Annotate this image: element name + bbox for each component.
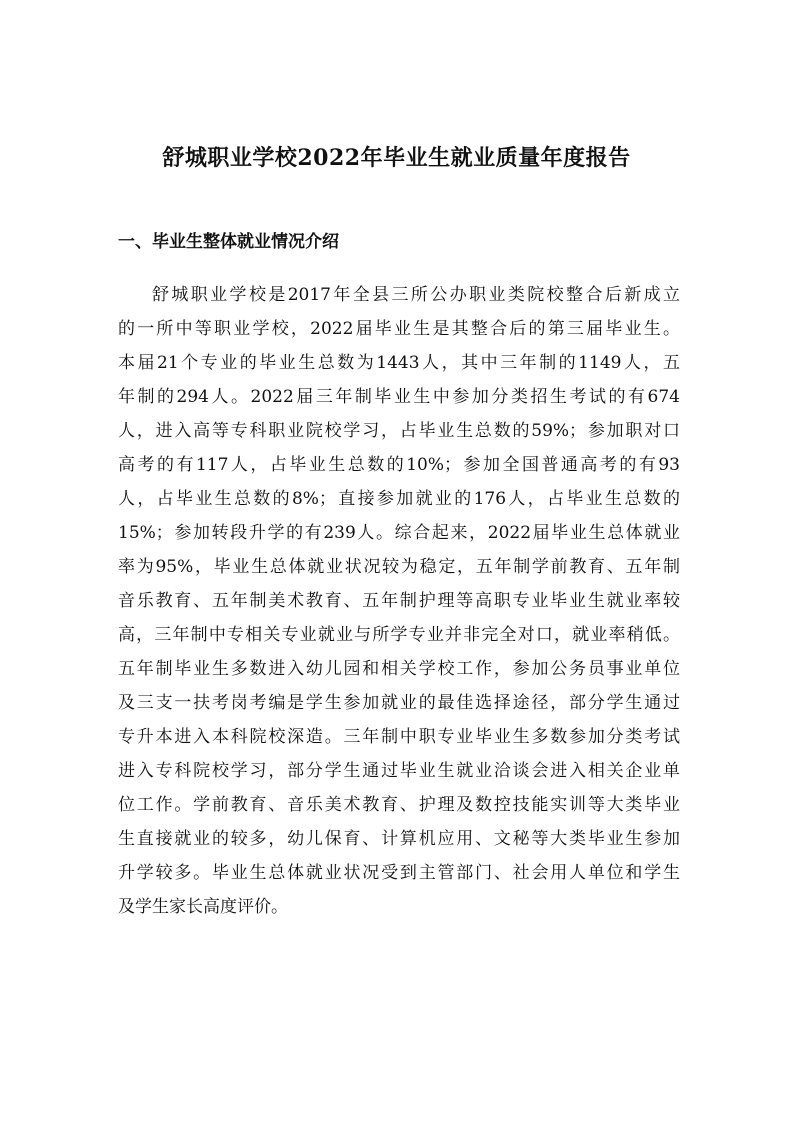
section-heading: 一、毕业生整体就业情况介绍	[118, 232, 339, 252]
paragraph-line: 进入专科院校学习，部分学生通过毕业生就业洽谈会进入相关企业单	[118, 761, 680, 781]
paragraph-line: 人，占毕业生总数的8%；直接参加就业的176人，占毕业生总数的	[118, 489, 680, 509]
paragraph-line: 五年制毕业生多数进入幼儿园和相关学校工作，参加公务员事业单位	[118, 659, 680, 679]
paragraph-line: 音乐教育、五年制美术教育、五年制护理等高职专业毕业生就业率较	[118, 591, 680, 611]
paragraph-line: 15%；参加转段升学的有239人。综合起来，2022届毕业生总体就业	[118, 523, 680, 543]
paragraph-line: 及三支一扶考岗考编是学生参加就业的最佳选择途径，部分学生通过	[118, 693, 680, 713]
paragraph-line: 及学生家长高度评价。	[118, 897, 288, 917]
paragraph-line: 年制的294人。2022届三年制毕业生中参加分类招生考试的有674	[118, 387, 680, 407]
paragraph-line: 生直接就业的较多，幼儿保育、计算机应用、文秘等大类毕业生参加	[118, 829, 680, 849]
paragraph-line: 人，进入高等专科职业院校学习，占毕业生总数的59%；参加职对口	[118, 421, 680, 441]
paragraph-line: 位工作。学前教育、音乐美术教育、护理及数控技能实训等大类毕业	[118, 795, 680, 815]
paragraph-line: 率为95%，毕业生总体就业状况较为稳定，五年制学前教育、五年制	[118, 557, 680, 577]
paragraph-line: 高，三年制中专相关专业就业与所学专业并非完全对口，就业率稍低。	[118, 625, 680, 645]
paragraph-line: 的一所中等职业学校，2022届毕业生是其整合后的第三届毕业生。	[118, 319, 680, 339]
paragraph-line: 舒城职业学校是2017年全县三所公办职业类院校整合后新成立	[152, 285, 680, 305]
paragraph-line: 专升本进入本科院校深造。三年制中职专业毕业生多数参加分类考试	[118, 727, 680, 747]
paragraph-line: 本届21个专业的毕业生总数为1443人，其中三年制的1149人，五	[118, 353, 680, 373]
report-title: 舒城职业学校2022年毕业生就业质量年度报告	[162, 145, 631, 171]
paragraph-line: 升学较多。毕业生总体就业状况受到主管部门、社会用人单位和学生	[118, 863, 680, 883]
paragraph-line: 高考的有117人，占毕业生总数的10%；参加全国普通高考的有93	[118, 455, 680, 475]
